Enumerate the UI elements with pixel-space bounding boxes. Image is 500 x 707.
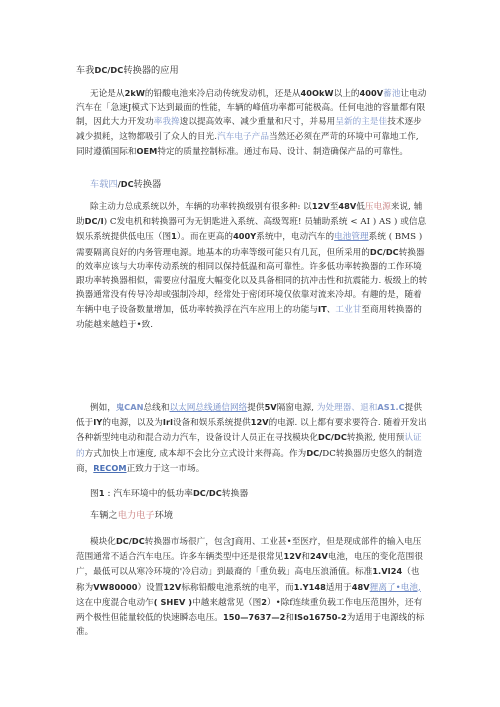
link-ethernet-network[interactable]: 以太网总线通信网络 bbox=[169, 403, 248, 413]
link-low-voltage-source[interactable]: 压电源 bbox=[364, 202, 391, 212]
figure-caption: 图1 : 汽车环境中的低功率DC/DC转换器 bbox=[90, 488, 249, 499]
paragraph-intro: 无论是从2kW的铅酸电池来冷启动传统发动机，还是从40OkW以上的400V蓄池让电动汽车在「急速J模式下达到最面的性能，车辆的峰值功率都可能极高。任何电池的容量都有限制，因此大力开发功率我搀逡以提高效率、减少重量和尺寸，并易用呈新的主是佳技术逐步减少损耗，这物都吸引了众人的目光.汽车电子产品当然还必须在严苛的环境中可靠地工作, 同时遵循国际和OEM特定的质量控制标准。通过布局、设计、制造确保产品的可靠性。 bbox=[76, 88, 427, 157]
paragraph-example: 例如，鬼CAN总线和以太网总线通信网络提供5V隔窗电源, 为处理器、退和AS1.C提供低于IY的电源，以及为Irl设备和娱乐系统提供12V的电源. 以上都有要求要符合. 随着开发出各种新型纯电动和混合动力汽车，设备设计人员正在寻找模块化DC/DC转换淞, 使用预认证的方式加快上市速度, 成本却不会比分立式设计来得高。作为DC/DC转换器历史悠久的制造商，RECOM正致力于这一市场。 bbox=[76, 402, 427, 474]
link-certification[interactable]: 认证的 bbox=[76, 433, 422, 459]
link-new-technology[interactable]: 呈新的主是佳 bbox=[335, 117, 388, 128]
link-processor[interactable]: 为处理器、退和 bbox=[316, 403, 378, 413]
link-recom[interactable]: RECOM bbox=[93, 462, 127, 473]
link-battery-management[interactable]: 电池管理 bbox=[334, 232, 369, 243]
link-power-conversion[interactable]: 率我搀 bbox=[153, 117, 180, 128]
section-heading-power-electronics: 车辆之电力电子环境 bbox=[90, 510, 174, 521]
link-industrial[interactable]: 工业甘 bbox=[335, 305, 362, 316]
section-heading-onboard-converters: 车载四/DC转换器 bbox=[90, 179, 162, 190]
link-onboard[interactable]: 车载四 bbox=[90, 179, 118, 190]
link-can-bus[interactable]: 鬼CAN bbox=[115, 402, 144, 412]
link-lithium-ion[interactable]: 狸离了•电池, bbox=[369, 582, 421, 593]
link-battery[interactable]: 蓄池 bbox=[383, 89, 401, 99]
paragraph-modular-market: 模块化DC/DC转换器市场很广，包含J商用、工业甚•至医疗，但是现成部件的输入电压范围通常不适合汽车电压。许多车辆类型中还是很常见12V和24V电池，电压的变化范围很广，最低可以从寒冷环境的'冷启动」到最裔的「重负载」高电压浪涌值。标准1.VI24（也称为VW80000）设置12V标称铅酸电池系统的电平，而1.Y148适用于48V狸离了•电池,这在中度混合电动乍( SHEV )中越来越常见（图2）•除f连续重负载工作电压范围外，还有两个极性但能量较低的快速瞬态电压。150—7637—2和ISo16750-2为适用于电源线的标准。 bbox=[76, 536, 425, 638]
paragraph-power-levels: 除主动力总成系统以外，车辆的功率转换级别有很多种: 以12V至48V低压电源来说, 辅助DC/I) C发电机和转换器可为无钥匙进入系统、高级驾班! 员辅助系统 < AI ) AS ) 或信息娱乐系统提供低电压（图1）。而在更高的400Y系统中，电动汽车的电池管理系统 ( BMS ) 需要隔离良好的内务管理电源。地基本的功率等级可能只有几瓦，但所采用的DC/DC转换器的效率应该与大功率传动系统的相同以保持低温和高可靠性。许多低功率转换器的工作环境跟功率转换器相似，需要应付温度大幅变化以及具备相同的抗冲击性和抗震能力. 板级上的转换器通常没有传导冷却或强制冷却，经常处于密闭环境仅依靠对流来冷却。有趣的是，随着车辆中电子设备数量增加，低功率转换浮在汽车应用上的功能与IT、工业甘至商用转换器的功能越来越趋于•致. bbox=[76, 201, 428, 330]
document-title: 车我DC/DC转换器的应用 bbox=[76, 65, 179, 76]
link-automotive-electronics[interactable]: 汽车电子产品 bbox=[217, 131, 269, 142]
link-power-electronics[interactable]: 电力电子 bbox=[117, 510, 155, 521]
